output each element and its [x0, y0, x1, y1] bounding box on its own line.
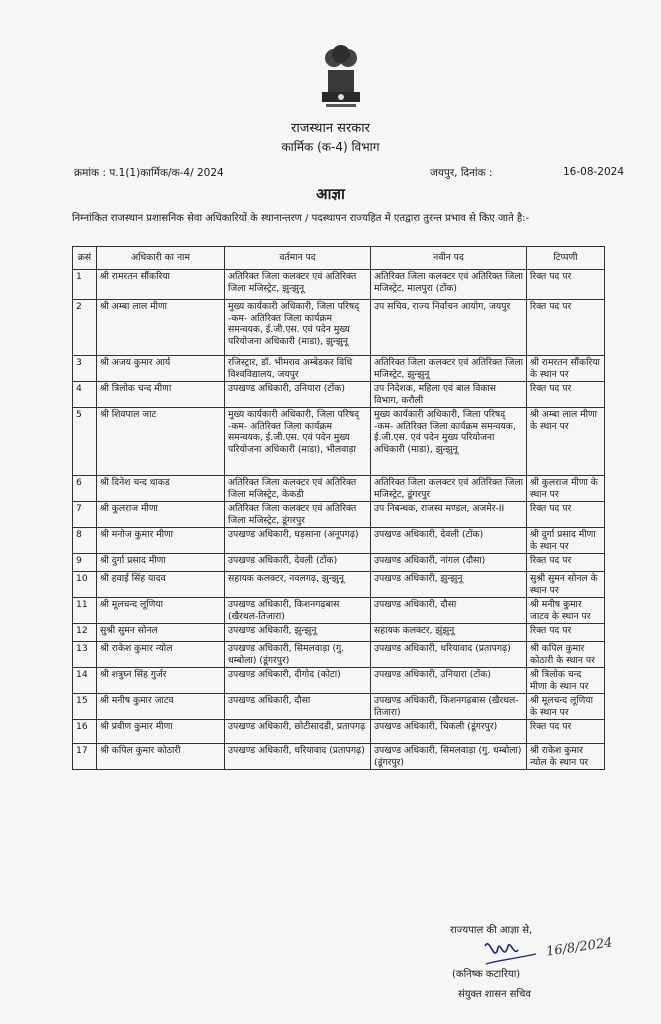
cell-name: श्री अम्बा लाल मीणा [97, 300, 225, 356]
cell-current-post: उपखण्ड अधिकारी, धरियावाद (प्रतापगढ़) [225, 744, 371, 770]
cell-name: श्री शत्रुघ्न सिंह गुर्जर [97, 668, 225, 694]
cell-remark: श्री कपिल कुमार कोठारी के स्थान पर [527, 642, 605, 668]
cell-remark: रिक्त पद पर [527, 502, 605, 528]
cell-sn: 13 [73, 642, 97, 668]
cell-name: श्री शिवपाल जाट [97, 408, 225, 476]
cell-remark: सुश्री सुमन सोनल के स्थान पर [527, 572, 605, 598]
cell-new-post: अतिरिक्त जिला कलक्टर एवं अतिरिक्त जिला मजिस्ट्रेट, झुन्झुनू [371, 356, 527, 382]
cell-current-post: उपखण्ड अधिकारी, दीगोद (कोटा) [225, 668, 371, 694]
cell-current-post: उपखण्ड अधिकारी, छोटीसादडी, प्रतापगढ़ [225, 720, 371, 744]
cell-sn: 16 [73, 720, 97, 744]
cell-current-post: उपखण्ड अधिकारी, झुन्झुनू [225, 624, 371, 642]
table-row [73, 642, 605, 668]
cell-new-post: उप निदेशक, महिला एवं बाल विकास विभाग, करौली [371, 382, 527, 408]
header-sn: क्रसं [73, 247, 97, 270]
cell-sn: 1 [73, 270, 97, 300]
cell-remark: श्री त्रिलोक चन्द मीणा के स्थान पर [527, 668, 605, 694]
table-row [73, 744, 605, 770]
table-header-row [73, 247, 605, 270]
cell-name: सुश्री सुमन सोनल [97, 624, 225, 642]
cell-sn: 6 [73, 476, 97, 502]
signature-date: 16/8/2024 [545, 935, 614, 960]
cell-name: श्री रामरतन सौंकरिया [97, 270, 225, 300]
table-row [73, 720, 605, 744]
cell-sn: 2 [73, 300, 97, 356]
signer-designation: संयुक्त शासन सचिव [458, 989, 531, 1000]
table-row [73, 408, 605, 476]
cell-remark: रिक्त पद पर [527, 554, 605, 572]
government-heading: राजस्थान सरकार [291, 121, 370, 136]
cell-remark: रिक्त पद पर [527, 270, 605, 300]
order-date: 16-08-2024 [563, 166, 625, 178]
table-row [73, 694, 605, 720]
cell-sn: 8 [73, 528, 97, 554]
cell-new-post: उपखण्ड अधिकारी, सिमलवाड़ा (गु. धम्बोला) (डूंगरपुर) [371, 744, 527, 770]
cell-new-post: अतिरिक्त जिला कलक्टर एवं अतिरिक्त जिला मजिस्ट्रेट, डूंगरपुर [371, 476, 527, 502]
cell-new-post: उप निबन्धक, राजस्व मण्डल, अजमेर-II [371, 502, 527, 528]
cell-name: श्री त्रिलोक चन्द मीणा [97, 382, 225, 408]
cell-new-post: उपखण्ड अधिकारी, नांगल (दौसा) [371, 554, 527, 572]
cell-sn: 15 [73, 694, 97, 720]
table-row [73, 270, 605, 300]
cell-sn: 10 [73, 572, 97, 598]
cell-sn: 3 [73, 356, 97, 382]
header-name: अधिकारी का नाम [97, 247, 225, 270]
reference-number: क्रमांक : प.1(1)कार्मिक/क-4/ 2024 [74, 167, 224, 179]
signer-name: (कनिष्क कटारिया) [452, 969, 521, 980]
cell-current-post: उपखण्ड अधिकारी, देवली (टोंक) [225, 554, 371, 572]
cell-sn: 14 [73, 668, 97, 694]
intro-text: निम्नांकित राजस्थान प्रशासनिक सेवा अधिकारियों के स्थानान्तरण / पदस्थापन राज्यहित में एतद्वारा तुरन्त प्रभाव से किए जाते है:- [72, 213, 530, 224]
cell-name: श्री अजय कुमार आर्य [97, 356, 225, 382]
cell-new-post: मुख्य कार्यकारी अधिकारी, जिला परिषद् -कम- अतिरिक्त जिला कार्यक्रम समन्वयक, ई.जी.एस. एवं पदेन मुख्य परियोजना अधिकारी (माडा), झुन्झुनू [371, 408, 527, 476]
cell-name: श्री मनोज कुमार मीणा [97, 528, 225, 554]
table-row [73, 528, 605, 554]
cell-current-post: उपखण्ड अधिकारी, उनियारा (टोंक) [225, 382, 371, 408]
cell-sn: 12 [73, 624, 97, 642]
cell-remark: रिक्त पद पर [527, 720, 605, 744]
cell-remark: श्री अम्बा लाल मीणा के स्थान पर [527, 408, 605, 476]
cell-name: श्री दिनेश चन्द धाकड [97, 476, 225, 502]
table-row [73, 382, 605, 408]
table-row [73, 668, 605, 694]
header-new-post: नवीन पद [371, 247, 527, 270]
cell-name: श्री प्रवीण कुमार मीणा [97, 720, 225, 744]
cell-current-post: अतिरिक्त जिला कलक्टर एवं अतिरिक्त जिला मजिस्ट्रेट, झुन्झुनू [225, 270, 371, 300]
cell-sn: 9 [73, 554, 97, 572]
cell-sn: 7 [73, 502, 97, 528]
cell-name: श्री राकेश कुमार न्योल [97, 642, 225, 668]
cell-new-post: उपखण्ड अधिकारी, देवली (टोंक) [371, 528, 527, 554]
cell-new-post: उपखण्ड अधिकारी, किशनगढ़बास (खैरथल-तिजारा) [371, 694, 527, 720]
cell-sn: 11 [73, 598, 97, 624]
table-row [73, 624, 605, 642]
cell-remark: श्री मनीष कुमार जाटव के स्थान पर [527, 598, 605, 624]
cell-remark: श्री रामरतन सौंकरिया के स्थान पर [527, 356, 605, 382]
cell-current-post: रजिस्ट्रार, डॉ. भीमराव अम्बेडकर विधि विश्वविद्यालय, जयपुर [225, 356, 371, 382]
order-title: आज्ञा [316, 185, 345, 203]
cell-current-post: उपखण्ड अधिकारी, सिमलवाड़ा (गु. धम्बोला) (डूंगरपुर) [225, 642, 371, 668]
cell-remark: श्री कुलराज मीणा के स्थान पर [527, 476, 605, 502]
cell-current-post: उपखण्ड अधिकारी, दौसा [225, 694, 371, 720]
cell-current-post: अतिरिक्त जिला कलक्टर एवं अतिरिक्त जिला मजिस्ट्रेट, डूंगरपुर [225, 502, 371, 528]
cell-name: श्री मूलचन्द लूणिया [97, 598, 225, 624]
cell-sn: 17 [73, 744, 97, 770]
cell-current-post: सहायक कलक्टर, नवलगढ़, झुन्झुनू [225, 572, 371, 598]
cell-current-post: उपखण्ड अधिकारी, घड़साना (अनूपगढ़) [225, 528, 371, 554]
cell-current-post: मुख्य कार्यकारी अधिकारी, जिला परिषद् -कम- अतिरिक्त जिला कार्यक्रम समन्वयक, ई.जी.एस. एवं पदेन मुख्य परियोजना अधिकारी (माडा), भीलवाड़ा [225, 408, 371, 476]
cell-new-post: सहायक कलक्टर, झुंझुनू [371, 624, 527, 642]
table-row [73, 572, 605, 598]
signature-block [440, 922, 650, 1022]
table-row [73, 356, 605, 382]
header-remark: टिप्पणी [527, 247, 605, 270]
cell-name: श्री दुर्गा प्रसाद मीणा [97, 554, 225, 572]
table-row [73, 598, 605, 624]
cell-remark: श्री राकेश कुमार न्योल के स्थान पर [527, 744, 605, 770]
cell-current-post: मुख्य कार्यकारी अधिकारी, जिला परिषद् -कम- अतिरिक्त जिला कार्यक्रम समन्वयक, ई.जी.एस. एवं पदेन मुख्य परियोजना अधिकारी (माडा), झुन्झुनू [225, 300, 371, 356]
cell-remark: श्री दुर्गा प्रसाद मीणा के स्थान पर [527, 528, 605, 554]
cell-new-post: उपखण्ड अधिकारी, दौसा [371, 598, 527, 624]
cell-new-post: उपखण्ड अधिकारी, उनियारा (टोंक) [371, 668, 527, 694]
cell-new-post: उपखण्ड अधिकारी, झुन्झुनू [371, 572, 527, 598]
department-heading: कार्मिक (क-4) विभाग [281, 140, 380, 154]
place-label: जयपुर, दिनांक : [430, 167, 493, 179]
table-row [73, 554, 605, 572]
cell-name: श्री हवाई सिंह यादव [97, 572, 225, 598]
cell-current-post: अतिरिक्त जिला कलक्टर एवं अतिरिक्त जिला मजिस्ट्रेट, केकडी [225, 476, 371, 502]
cell-name: श्री मनीष कुमार जाटव [97, 694, 225, 720]
cell-new-post: अतिरिक्त जिला कलक्टर एवं अतिरिक्त जिला मजिस्ट्रेट, मालपुरा (टोंक) [371, 270, 527, 300]
table-row [73, 502, 605, 528]
header-current-post: वर्तमान पद [225, 247, 371, 270]
cell-sn: 5 [73, 408, 97, 476]
cell-name: श्री कुलराज मीणा [97, 502, 225, 528]
cell-remark: रिक्त पद पर [527, 300, 605, 356]
transfer-table [72, 246, 605, 770]
order-by-text: राज्यपाल की आज्ञा से, [450, 925, 533, 936]
table-row [73, 476, 605, 502]
cell-name: श्री कपिल कुमार कोठारी [97, 744, 225, 770]
cell-remark: श्री मूलचन्द लूणिया के स्थान पर [527, 694, 605, 720]
cell-remark: रिक्त पद पर [527, 382, 605, 408]
cell-sn: 4 [73, 382, 97, 408]
cell-new-post: उपखण्ड अधिकारी, धरियावाद (प्रतापगढ़) [371, 642, 527, 668]
table-row [73, 300, 605, 356]
cell-new-post: उप सचिव, राज्य निर्वाचन आयोग, जयपुर [371, 300, 527, 356]
cell-current-post: उपखण्ड अधिकारी, किशनगढ़बास (खैरथल-तिजारा) [225, 598, 371, 624]
cell-new-post: उपखण्ड अधिकारी, चिकली (डूंगरपुर) [371, 720, 527, 744]
cell-remark: रिक्त पद पर [527, 624, 605, 642]
state-emblem-icon [318, 40, 364, 110]
